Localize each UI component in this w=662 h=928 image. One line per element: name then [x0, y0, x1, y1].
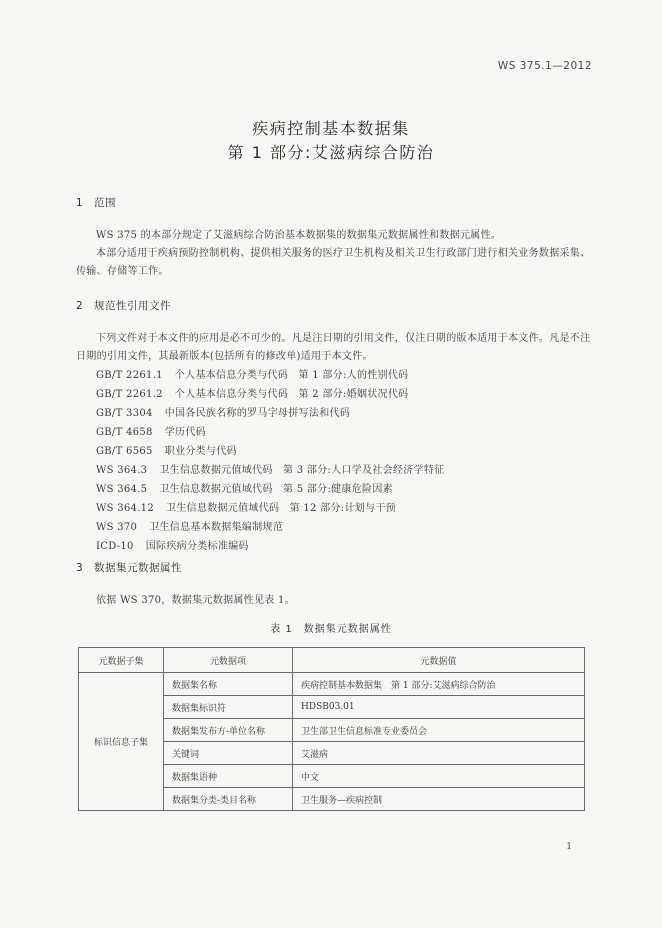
ref-title: 国际疾病分类标准编码	[145, 541, 249, 552]
ref-title: 卫生信息数据元值域代码 第 5 部分:健康危险因素	[159, 484, 393, 495]
ref-title: 个人基本信息分类与代码 第 2 部分:婚姻状况代码	[174, 389, 409, 400]
value-cell: 卫生部卫生信息标准专业委员会	[293, 719, 585, 742]
ref-code: GB/T 6565	[96, 446, 153, 457]
ref-code: ICD-10	[96, 541, 134, 552]
ref-code: GB/T 4658	[96, 427, 153, 438]
ref-title: 中国各民族名称的罗马字母拼写法和代码	[164, 408, 351, 419]
item-cell: 数据集名称	[164, 673, 293, 696]
item-cell: 数据集标识符	[164, 696, 293, 719]
page-number: 1	[566, 842, 572, 852]
ref-code: GB/T 2261.2	[96, 389, 163, 400]
column-header: 元数据项	[164, 648, 293, 673]
section-1-paragraph-1: WS 375 的本部分规定了艾滋病综合防治基本数据集的数据集元数据属性和数据元属性。	[96, 230, 502, 241]
ref-code: WS 364.5	[96, 484, 148, 495]
list-item	[96, 499, 444, 518]
section-2-intro: 下列文件对于本文件的应用是必不可少的。凡是注日期的引用文件，仅注日期的版本适用于本文件。凡是不注日期的引用文件，其最新版本(包括所有的修改单)适用于本文件。	[76, 333, 591, 362]
value-cell: 艾滋病	[293, 742, 585, 765]
list-item	[96, 404, 444, 423]
list-item	[96, 385, 444, 404]
ref-code: GB/T 3304	[96, 408, 153, 419]
section-2-heading	[76, 298, 171, 313]
table-header-row	[79, 648, 585, 673]
document-title	[0, 117, 662, 165]
ref-title: 卫生信息数据元值域代码 第 12 部分:计划与干预	[166, 503, 396, 514]
column-header: 元数据子集	[79, 648, 164, 673]
list-item	[96, 518, 444, 537]
ref-title: 卫生信息基本数据集编制规范	[149, 522, 284, 533]
item-cell: 数据集发布方-单位名称	[164, 719, 293, 742]
section-1-paragraph-2: 本部分适用于疾病预防控制机构、提供相关服务的医疗卫生机构及相关卫生行政部门进行相关业务数据采集、传输、存储等工作。	[76, 248, 591, 277]
section-1-heading	[76, 195, 116, 210]
ref-title: 个人基本信息分类与代码 第 1 部分:人的性别代码	[174, 370, 409, 381]
section-title: 数据集元数据属性	[94, 562, 182, 574]
column-header: 元数据值	[293, 648, 585, 673]
list-item	[96, 423, 444, 442]
standard-code: WS 375.1—2012	[497, 60, 592, 72]
ref-title: 学历代码	[164, 427, 206, 438]
item-cell: 数据集分类-类目名称	[164, 788, 293, 811]
reference-list	[96, 366, 444, 556]
section-title: 规范性引用文件	[94, 300, 171, 312]
list-item	[96, 442, 444, 461]
value-cell: 疾病控制基本数据集 第 1 部分:艾滋病综合防治	[293, 673, 585, 696]
ref-code: WS 370	[96, 522, 138, 533]
ref-code: WS 364.12	[96, 503, 154, 514]
table-row	[79, 673, 585, 696]
metadata-table	[78, 647, 585, 811]
section-3-heading	[76, 560, 182, 575]
list-item	[96, 480, 444, 499]
list-item	[96, 461, 444, 480]
table-caption: 表 1 数据集元数据属性	[270, 624, 392, 635]
title-line-1: 疾病控制基本数据集	[252, 119, 410, 138]
ref-title: 卫生信息数据元值域代码 第 3 部分:人口学及社会经济学特征	[159, 465, 445, 476]
item-cell: 数据集语种	[164, 765, 293, 788]
value-cell: 卫生服务—疾病控制	[293, 788, 585, 811]
section-number: 3	[76, 562, 84, 574]
group-cell: 标识信息子集	[79, 673, 164, 811]
ref-title: 职业分类与代码	[164, 446, 237, 457]
item-cell: 关键词	[164, 742, 293, 765]
section-number: 1	[76, 197, 84, 209]
value-cell: 中文	[293, 765, 585, 788]
section-number: 2	[76, 300, 84, 312]
section-title: 范围	[94, 197, 116, 209]
value-cell: HDSB03.01	[293, 696, 585, 719]
ref-code: GB/T 2261.1	[96, 370, 163, 381]
section-3-intro: 依据 WS 370，数据集元数据属性见表 1。	[96, 595, 296, 606]
list-item	[96, 366, 444, 385]
title-line-2: 第 1 部分:艾滋病综合防治	[227, 143, 435, 162]
list-item	[96, 537, 444, 556]
ref-code: WS 364.3	[96, 465, 148, 476]
